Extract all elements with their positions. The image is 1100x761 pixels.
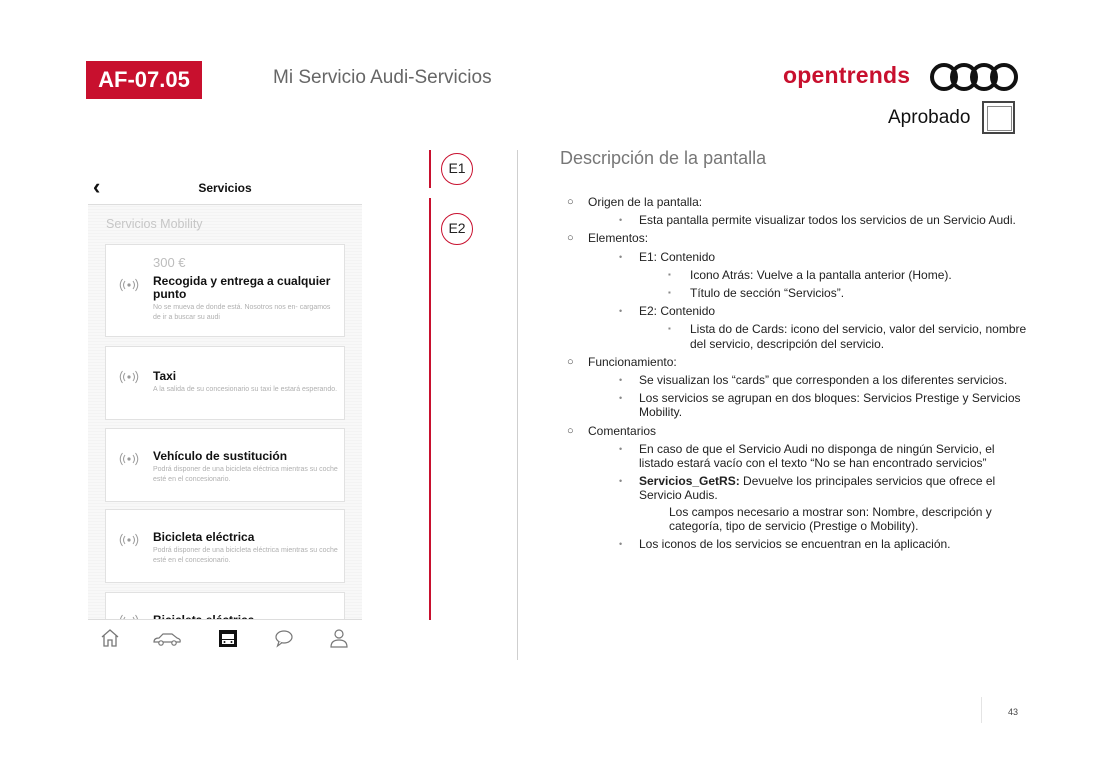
card-name: Vehículo de sustitución <box>153 449 288 463</box>
functioning-text: Los servicios se agrupan en dos bloques: Servicios Prestige y Servicios Mobility. <box>639 391 1021 420</box>
comment-item: • En caso de que el Servicio Audi no disponga de ningún Servicio, el listado estará vacío con el texto “No se han encontrado servicios” <box>619 441 995 471</box>
e2-subitem-text: Lista do de Cards: icono del servicio, valor del servicio, nombre del servicio, descripción del servicio. <box>690 322 1027 351</box>
home-icon[interactable] <box>99 627 121 649</box>
e1-marker-line <box>429 150 431 188</box>
comment-item: • Servicios_GetRS: Devuelve los principales servicios que ofrece el Servicio Audis. <box>619 474 996 503</box>
chat-icon[interactable] <box>273 627 295 649</box>
description-heading: Descripción de la pantalla <box>560 148 767 168</box>
e1-item: • E1: Contenido <box>619 249 716 264</box>
card-description: Podrá disponer de una bicicleta eléctrica mientras su coche esté en el concesionario. <box>153 547 338 564</box>
comment-text: Los iconos de los servicios se encuentran en la aplicación. <box>639 537 951 552</box>
page-number-divider <box>981 697 982 723</box>
comment-service-name: Servicios_GetRS: <box>639 474 740 489</box>
comment-item: • Los iconos de los servicios se encuentran en la aplicación. <box>619 537 951 552</box>
card-description: No se mueva de donde está. Nosotros nos en- cargamos de ir a buscar su audi <box>153 304 331 321</box>
comments-section: ○ Comentarios <box>567 423 657 438</box>
e1-title: E1: Contenido <box>639 249 716 264</box>
approved-label: Aprobado <box>888 107 971 128</box>
column-divider <box>517 150 518 660</box>
e1-subitem: ▪ Título de sección “Servicios”. <box>668 286 845 301</box>
signal-icon <box>118 370 140 384</box>
screen-code-badge: AF-07.05 <box>86 61 202 99</box>
car-icon[interactable] <box>152 627 182 649</box>
functioning-title: Funcionamiento: <box>588 354 677 369</box>
e2-subitem: ▪ Lista do de Cards: icono del servicio, valor del servicio, nombre del servicio, descripción del servicio. <box>668 322 1027 351</box>
origin-title: Origen de la pantalla: <box>588 195 703 209</box>
card-description: A la salida de su concesionario su taxi le estará esperando. <box>153 386 338 393</box>
elements-title: Elementos: <box>588 231 649 246</box>
back-icon[interactable]: ‹ <box>93 174 101 199</box>
origin-text-item: • Esta pantalla permite visualizar todos los servicios de un Servicio Audi. <box>619 213 1016 228</box>
card-name: Taxi <box>153 369 177 383</box>
origin-text: Esta pantalla permite visualizar todos los servicios de un Servicio Audi. <box>639 213 1016 228</box>
comment-text: Devuelve los principales servicios que ofrece el Servicio Audis. <box>639 474 996 503</box>
brand-logo-text: opentrends <box>783 62 911 88</box>
service-card[interactable] <box>105 244 345 337</box>
signal-icon <box>118 278 140 292</box>
e2-title: E2: Contenido <box>639 304 716 319</box>
e1-subitem-text: Icono Atrás: Vuelve a la pantalla anterior (Home). <box>690 267 952 282</box>
comments-title: Comentarios <box>588 423 657 438</box>
e2-marker-line <box>429 198 431 620</box>
page-title: Mi Servicio Audi-Servicios <box>273 67 492 88</box>
e1-subitem: ▪ Icono Atrás: Vuelve a la pantalla anterior (Home). <box>668 267 952 282</box>
phone-header <box>88 152 362 205</box>
elements-section: ○ Elementos: <box>567 231 649 246</box>
card-name: Bicicleta eléctrica <box>153 530 255 544</box>
service-card[interactable] <box>105 509 345 583</box>
signal-icon <box>118 533 140 547</box>
card-description: Podrá disponer de una bicicleta eléctrica mientras su coche esté en el concesionario. <box>153 466 338 483</box>
garage-icon[interactable] <box>217 627 239 649</box>
phone-mockup <box>88 152 362 657</box>
functioning-text: Se visualizan los “cards” que corresponden a los diferentes servicios. <box>639 373 1008 388</box>
audi-rings-logo <box>928 62 1020 92</box>
tab-bar <box>88 619 362 657</box>
user-icon[interactable] <box>328 627 350 649</box>
functioning-item: • Se visualizan los “cards” que corresponden a los diferentes servicios. <box>619 373 1008 388</box>
approved-checkbox[interactable] <box>982 101 1015 134</box>
comment-text: En caso de que el Servicio Audi no disponga de ningún Servicio, el listado estará vacío con el texto “No se han encontrado servicios” <box>639 441 995 471</box>
card-price: 300 € <box>153 255 186 270</box>
signal-icon <box>118 452 140 466</box>
e1-marker: E1 <box>441 153 473 185</box>
e2-marker: E2 <box>441 213 473 245</box>
e1-subitem-text: Título de sección “Servicios”. <box>690 286 845 301</box>
page-number: 43 <box>1008 707 1019 717</box>
service-card[interactable] <box>105 346 345 420</box>
section-label: Servicios Mobility <box>106 217 203 231</box>
comment-fields: Los campos necesario a mostrar son: Nombre, descripción y categoría, tipo de servicio (Prestige o Mobility). <box>669 504 992 533</box>
e2-item: • E2: Contenido <box>619 304 716 319</box>
functioning-item: • Los servicios se agrupan en dos bloques: Servicios Prestige y Servicios Mobility. <box>619 391 1021 420</box>
card-name: Recogida y entrega a cualquier punto <box>153 274 331 301</box>
origin-section: ○ Origen de la pantalla: <box>567 195 703 209</box>
description-body <box>567 195 1027 555</box>
functioning-section: ○ Funcionamiento: <box>567 354 677 369</box>
service-card[interactable] <box>105 428 345 502</box>
phone-title: Servicios <box>198 181 252 195</box>
